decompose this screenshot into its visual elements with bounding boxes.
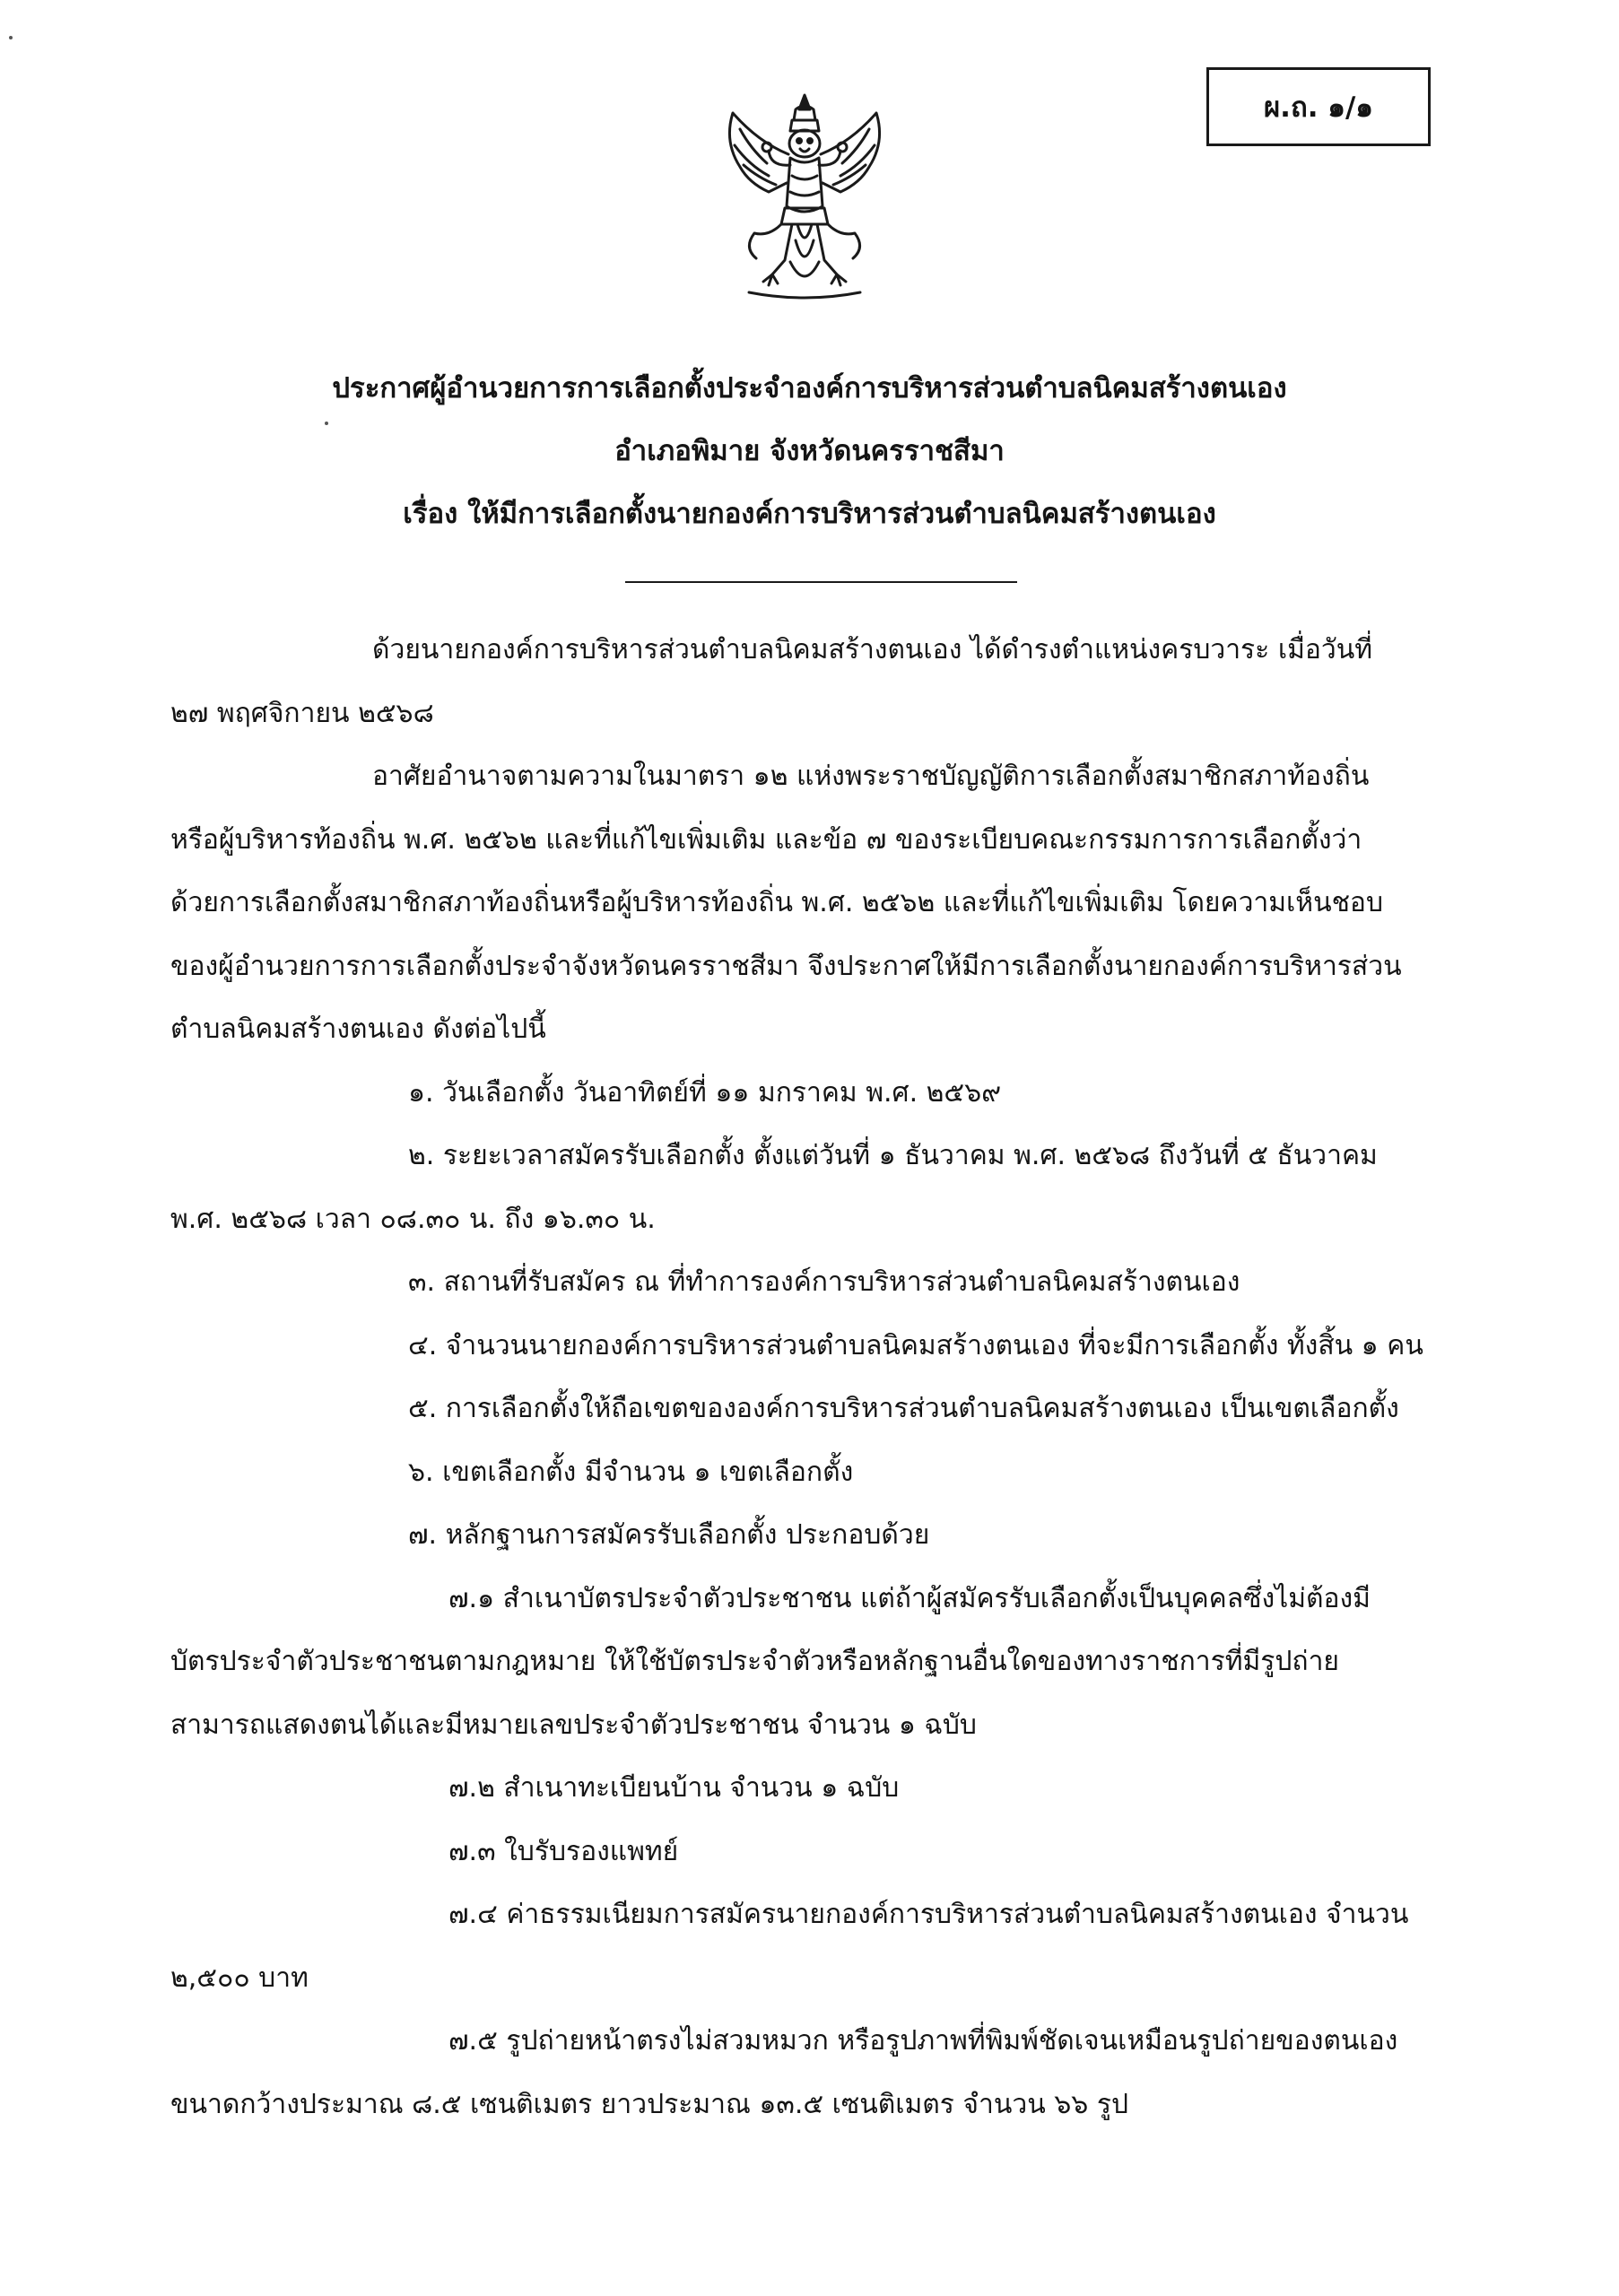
item-7-1-id-card: ๗.๑ สำเนาบัตรประจำตัวประชาชน แต่ถ้าผู้สมัครรับเลือกตั้งเป็นบุคคลซึ่งไม่ต้องมี [448, 1582, 1371, 1614]
item-2-application-time: พ.ศ. ๒๕๖๘ เวลา ๐๘.๓๐ น. ถึง ๑๖.๓๐ น. [170, 1203, 656, 1235]
item-7-5-photographs: ๗.๕ รูปถ่ายหน้าตรงไม่สวมหมวก หรือรูปภาพที่พิมพ์ชัดเจนเหมือนรูปถ่ายของตนเอง [448, 2025, 1398, 2057]
item-1-election-date: ๑. วันเลือกตั้ง วันอาทิตย์ที่ ๑๑ มกราคม พ.ศ. ๒๕๖๙ [408, 1076, 1002, 1109]
para-2-line: ของผู้อำนวยการการเลือกตั้งประจำจังหวัดนครราชสีมา จึงประกาศให้มีการเลือกตั้งนายกองค์การบริหารส่วน [170, 950, 1402, 982]
item-4-number-of-positions: ๔. จำนวนนายกองค์การบริหารส่วนตำบลนิคมสร้างตนเอง ที่จะมีการเลือกตั้ง ทั้งสิ้น ๑ คน [408, 1329, 1423, 1361]
scan-speck [9, 36, 13, 39]
header-line-1: ประกาศผู้อำนวยการการเลือกตั้งประจำองค์การบริหารส่วนตำบลนิคมสร้างตนเอง [332, 372, 1287, 404]
announcement-body [170, 619, 1444, 2136]
para-2-line: ด้วยการเลือกตั้งสมาชิกสภาท้องถิ่นหรือผู้บริหารท้องถิ่น พ.ศ. ๒๕๖๒ และที่แก้ไขเพิ่มเติม โดยความเห็นชอบ [170, 887, 1383, 918]
item-2-application-period: ๒. ระยะเวลาสมัครรับเลือกตั้ง ตั้งแต่วันที่ ๑ ธันวาคม พ.ศ. ๒๕๖๘ ถึงวันที่ ๕ ธันวาคม [408, 1140, 1378, 1171]
header-line-3: เรื่อง ให้มีการเลือกตั้งนายกองค์การบริหารส่วนตำบลนิคมสร้างตนเอง [403, 498, 1216, 530]
garuda-emblem-icon [713, 90, 897, 305]
item-7-4-application-fee: ๗.๔ ค่าธรรมเนียมการสมัครนายกองค์การบริหารส่วนตำบลนิคมสร้างตนเอง จำนวน [448, 1899, 1409, 1930]
para-2-line: ตำบลนิคมสร้างตนเอง ดังต่อไปนี้ [170, 1013, 546, 1045]
announcement-header [0, 357, 1619, 545]
para-1-line: ๒๗ พฤศจิกายน ๒๕๖๘ [170, 697, 434, 729]
item-7-5-photo-size: ขนาดกว้างประมาณ ๘.๕ เซนติเมตร ยาวประมาณ ๑๓.๕ เซนติเมตร จำนวน ๖๖ รูป [170, 2088, 1129, 2120]
item-6-constituency-count: ๖. เขตเลือกตั้ง มีจำนวน ๑ เขตเลือกตั้ง [408, 1456, 854, 1488]
item-5-constituency: ๕. การเลือกตั้งให้ถือเขตขององค์การบริหารส่วนตำบลนิคมสร้างตนเอง เป็นเขตเลือกตั้ง [408, 1393, 1399, 1424]
para-2-line: หรือผู้บริหารท้องถิ่น พ.ศ. ๒๕๖๒ และที่แก้ไขเพิ่มเติม และข้อ ๗ ของระเบียบคณะกรรมการการเลือกตั้งว่า [170, 823, 1362, 856]
form-code: ผ.ถ. ๑/๑ [1264, 91, 1373, 124]
item-7-1-id-card-line: สามารถแสดงตนได้และมีหมายเลขประจำตัวประชาชน จำนวน ๑ ฉบับ [170, 1709, 977, 1741]
para-1-line: ด้วยนายกองค์การบริหารส่วนตำบลนิคมสร้างตนเอง ได้ดำรงตำแหน่งครบวาระ เมื่อวันที่ [372, 634, 1372, 665]
item-7-2-house-registration: ๗.๒ สำเนาทะเบียนบ้าน จำนวน ๑ ฉบับ [448, 1772, 900, 1804]
header-line-2: อำเภอพิมาย จังหวัดนครราชสีมา [614, 435, 1005, 467]
form-code-box [1206, 67, 1431, 146]
para-2-line: อาศัยอำนาจตามความในมาตรา ๑๒ แห่งพระราชบัญญัติการเลือกตั้งสมาชิกสภาท้องถิ่น [372, 761, 1370, 792]
item-7-1-id-card-line: บัตรประจำตัวประชาชนตามกฎหมาย ให้ใช้บัตรประจำตัวหรือหลักฐานอื่นใดของทางราชการที่มีรูปถ่าย [170, 1646, 1339, 1677]
item-7-required-documents: ๗. หลักฐานการสมัครรับเลือกตั้ง ประกอบด้วย [408, 1519, 930, 1551]
item-3-application-place: ๓. สถานที่รับสมัคร ณ ที่ทำการองค์การบริหารส่วนตำบลนิคมสร้างตนเอง [408, 1266, 1240, 1298]
header-divider [625, 581, 1017, 583]
item-7-3-medical-certificate: ๗.๓ ใบรับรองแพทย์ [448, 1835, 679, 1867]
item-7-4-fee-amount: ๒,๕๐๐ บาท [170, 1961, 309, 1994]
